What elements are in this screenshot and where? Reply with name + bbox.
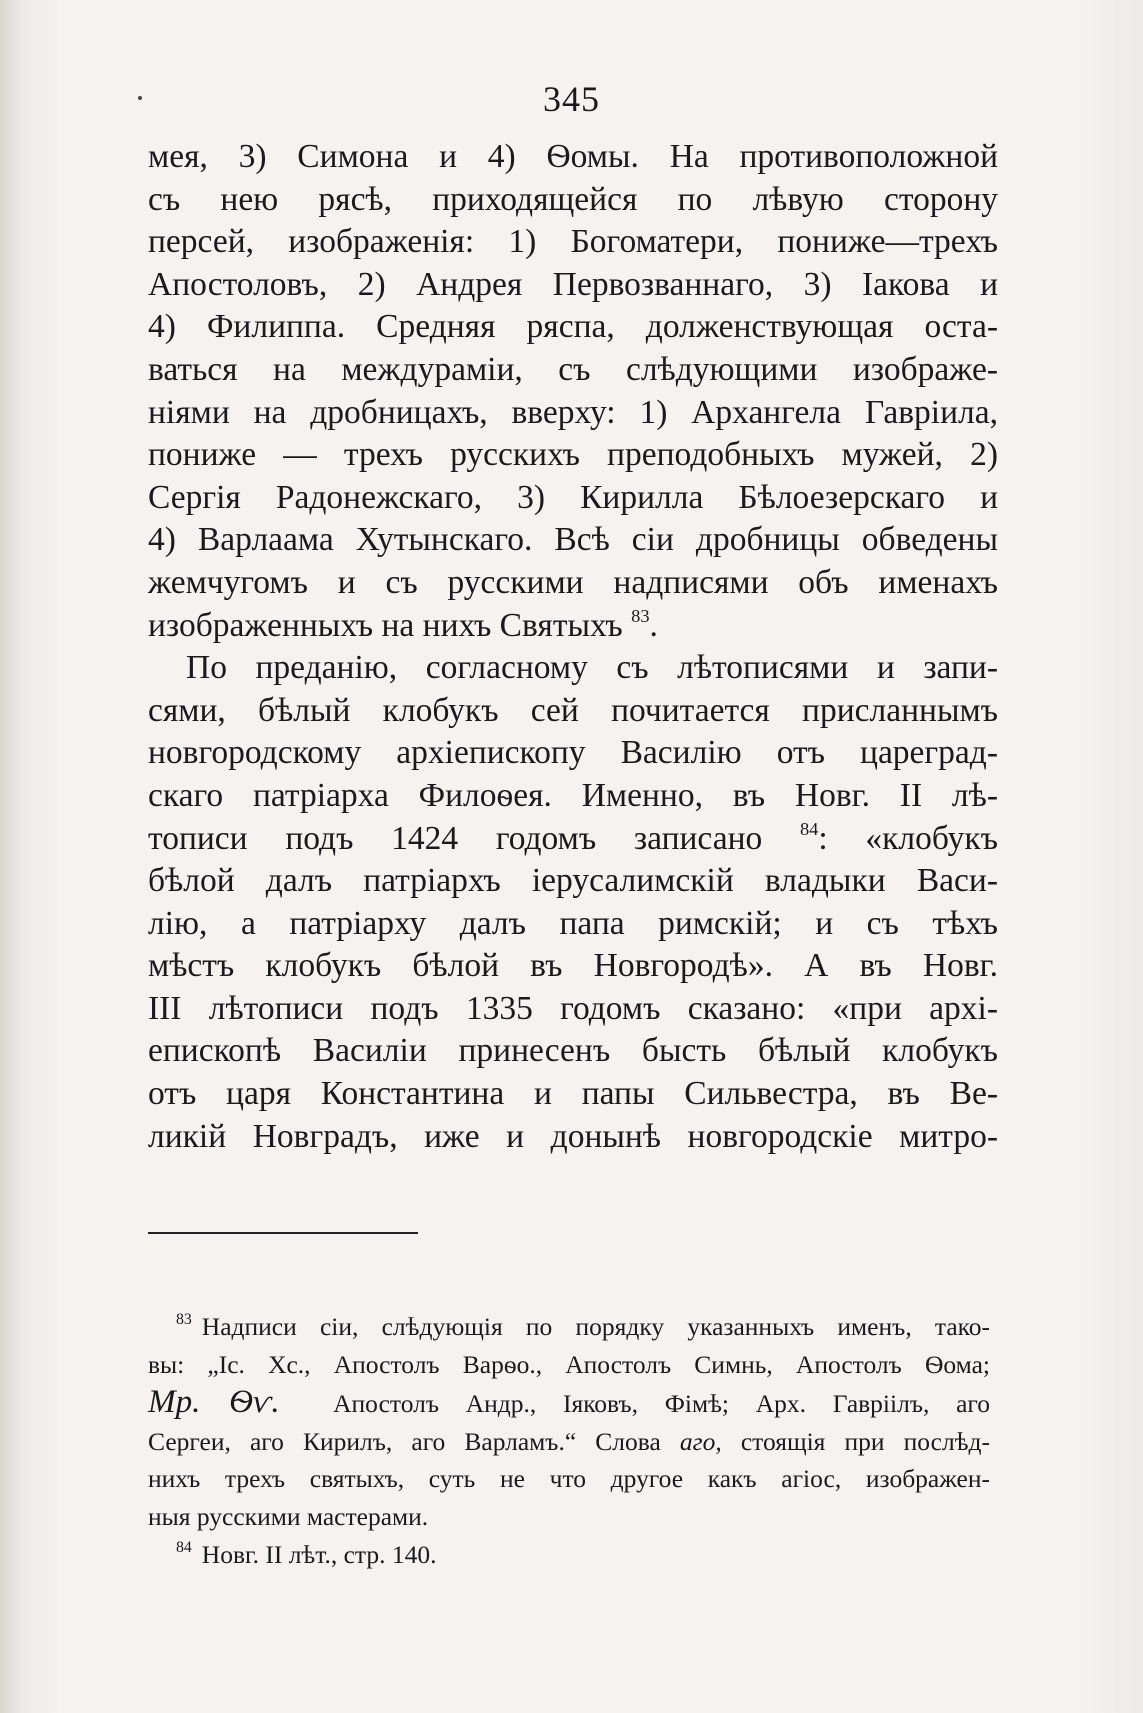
footnote-text: Новг. II лѣт., стр. 140. <box>201 1539 437 1569</box>
text-line: ніями на дробницахъ, вверху: 1) Архангела Гавріила, <box>148 393 998 431</box>
footnote-script-text: Мр. Ѳѵ. <box>148 1383 280 1421</box>
text-line: сями, бѣлый клобукъ сей почитается присланнымъ <box>148 691 998 729</box>
text-line: персей, изображенія: 1) Богоматери, пониже—трехъ <box>148 223 998 261</box>
text-line <box>148 818 998 861</box>
text-line: отъ царя Константина и папы Сильвестра, въ Ве- <box>148 1075 998 1113</box>
footnotes <box>148 1308 990 1573</box>
text-line: III лѣтописи подъ 1335 годомъ сказано: «при архі- <box>148 989 998 1027</box>
text-line: скаго патріарха Филоѳея. Именно, въ Новг. II лѣ- <box>148 776 998 814</box>
note-ref-84: 84 <box>799 818 819 839</box>
text-line: мѣстъ клобукъ бѣлой въ Новгородѣ». А въ Новг. <box>148 947 998 985</box>
footnote-line <box>148 1536 990 1574</box>
footnote-italic-word: аго, <box>679 1426 722 1456</box>
text-line: жемчугомъ и съ русскими надписями объ именахъ <box>148 563 998 601</box>
footnote-line: ныя русскими мастерами. <box>148 1501 429 1531</box>
footnote-separator <box>148 1232 418 1234</box>
text-line: пониже — трехъ русскихъ преподобныхъ мужей, 2) <box>148 436 998 474</box>
footnote-text: Надписи сіи, слѣдующія по порядку указанныхъ именъ, тако- <box>201 1312 990 1341</box>
note-ref-83: 83 <box>631 605 650 626</box>
text-line: Сергія Радонежскаго, 3) Кирилла Бѣлоезерскаго и <box>148 478 998 516</box>
footnote-text: Сергеи, аго Кирилъ, аго Варламъ.“ Слова <box>148 1426 661 1456</box>
footnote-line <box>148 1423 990 1461</box>
main-text <box>148 136 998 1158</box>
text-line: ваться на междураміи, съ слѣдующими изображе- <box>148 350 998 388</box>
footnote-text: Апостолъ Андр., Іяковъ, Фімѣ; Арх. Гавріілъ, аго <box>333 1389 990 1419</box>
footnote-line: вы: „Іс. Хс., Апостолъ Варѳо., Апостолъ Симнь, Апостолъ Ѳома; <box>148 1349 990 1379</box>
text-line: Апостоловъ, 2) Андрея Первозваннаго, 3) Іакова и <box>148 265 998 303</box>
text-line: бѣлой далъ патріархъ іерусалимскій владыки Васи- <box>148 862 998 900</box>
footnote-text: стоящія при послѣд- <box>740 1426 991 1456</box>
text-line: мея, 3) Симона и 4) Ѳомы. На противоположной <box>148 138 998 175</box>
text-line: По преданію, согласному съ лѣтописями и запи- <box>186 649 998 687</box>
text-line: новгородскому архіепископу Василію отъ цареград- <box>148 734 998 772</box>
page-number: 345 <box>543 79 600 119</box>
footnote-marker-84: 84 <box>176 1538 192 1556</box>
text-line: изображенныхъ на нихъ Святыхъ $^{83}$. <box>148 605 658 644</box>
text-line: лію, а патріарху далъ папа римскій; и съ тѣхъ <box>148 904 998 942</box>
text-line: ликій Новградъ, иже и донынѣ новгородскіе митро- <box>148 1117 998 1155</box>
text-line-body: тописи подъ 1424 годомъ записано <box>148 819 763 857</box>
text-line: 4) Варлаама Хутынскаго. Всѣ сіи дробницы обведены <box>148 521 998 559</box>
text-line-tail: : «клобукъ <box>818 819 999 857</box>
footnote-marker-83: 83 <box>176 1310 192 1328</box>
text-line: епископѣ Василіи принесенъ бысть бѣлый клобукъ <box>148 1032 998 1070</box>
text-line-body: изображенныхъ на нихъ Святыхъ <box>148 606 623 644</box>
footnote-line: нихъ трехъ святыхъ, суть не что другое какъ агіос, изображен- <box>148 1464 990 1494</box>
text-line: съ нею рясѣ, приходящейся по лѣвую сторону <box>148 180 998 218</box>
text-line: 4) Филиппа. Средняя ряспа, долженствующая оста- <box>148 308 998 346</box>
footnote-line <box>148 1308 990 1346</box>
footnote-line <box>148 1383 990 1423</box>
